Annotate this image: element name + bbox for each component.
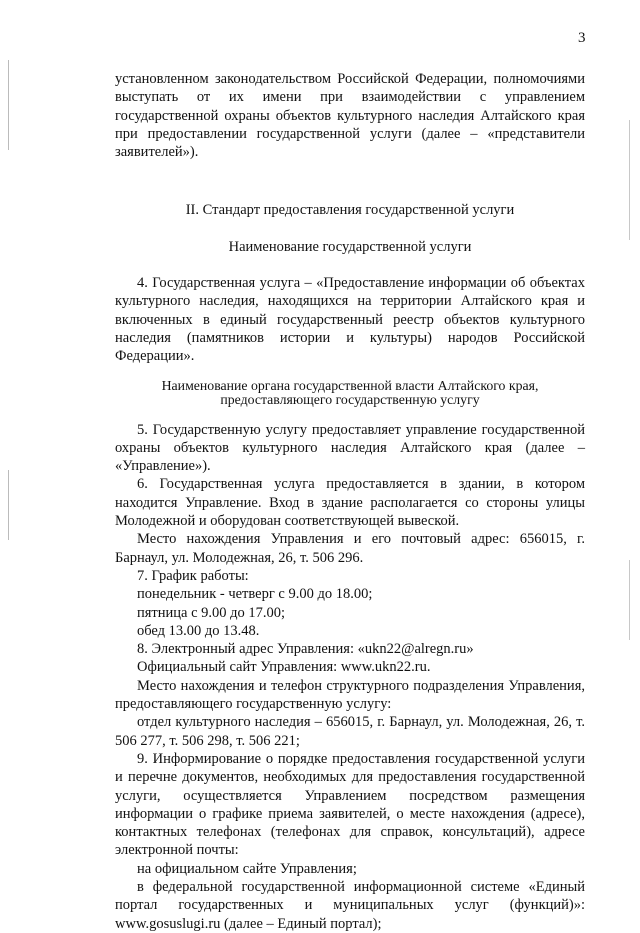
paragraph-4: 4. Государственная услуга – «Предоставление информации об объектах культурного наследия, находящихся на территории Алтайского края и включенных в единый государственный реестр объектов культурного наследия (памятников истории и культуры) народов Российской Федерации». (115, 275, 585, 365)
schedule-item: обед 13.00 до 13.48. (137, 622, 260, 639)
scan-edge-mark (8, 60, 9, 150)
section-title: II. Стандарт предоставления государственной услуги (185, 202, 515, 219)
website-line: Официальный сайт Управления: www.ukn22.ru. (137, 659, 431, 676)
subsection-authority-line1: Наименование органа государственной власти Алтайского края, (161, 377, 539, 393)
schedule-title: 7. График работы: (137, 567, 249, 584)
page-number: 3 (578, 30, 586, 46)
department-paragraph: отдел культурного наследия – 656015, г. Барнаул, ул. Молодежная, 26, т. 506 277, т. 506 298, т. 506 221; (115, 714, 585, 749)
document-body (115, 70, 585, 933)
scan-edge-mark (629, 560, 630, 640)
structural-unit-paragraph: Место нахождения и телефон структурного подразделения Управления, предоставляющего государственную услугу: (115, 677, 585, 713)
intro-paragraph: установленном законодательством Российской Федерации, полномочиями выступать от их имени при взаимодействии с управлением государственной охраны объектов культурного наследия Алтайского края при предоставлении государственной услуги (далее – «представители заявителей»). (115, 71, 585, 161)
paragraph-9: 9. Информирование о порядке предоставления государственной услуги и перечне документов, необходимых для предоставления государственной услуги, осуществляется Управлением посредством размещения информации о графике приема заявителей, о месте нахождения (адресе), контактных телефонах (телефонах для справок, консультаций), адресе электронной почты: (115, 750, 585, 859)
paragraph-6: 6. Государственная услуга предоставляется в здании, в котором находится Управление. Вход в здание располагается со стороны улицы Молодежной и оборудован соответствующей вывеской. (115, 476, 585, 530)
info-item: на официальном сайте Управления; (137, 860, 357, 877)
location-paragraph: Место нахождения Управления и его почтовый адрес: 656015, г. Барнаул, ул. Молодежная, 26, т. 506 296. (115, 531, 585, 566)
scan-edge-mark (629, 120, 630, 240)
info-item: в федеральной государственной информационной системе «Единый портал государственных и муниципальных услуг (функций)»: www.gosuslugi.ru (далее – Единый портал); (115, 878, 585, 932)
schedule-item: понедельник - четверг с 9.00 до 18.00; (137, 586, 373, 603)
email-line: 8. Электронный адрес Управления: «ukn22@alregn.ru» (137, 641, 474, 658)
schedule-item: пятница с 9.00 до 17.00; (137, 604, 286, 621)
subsection-service-name: Наименование государственной услуги (228, 238, 472, 255)
scan-edge-mark (8, 470, 9, 540)
subsection-authority-line2: предоставляющего государственную услугу (220, 392, 480, 408)
paragraph-5: 5. Государственную услугу предоставляет управление государственной охраны объектов культурного наследия Алтайского края (далее – «Управление»). (115, 421, 585, 475)
